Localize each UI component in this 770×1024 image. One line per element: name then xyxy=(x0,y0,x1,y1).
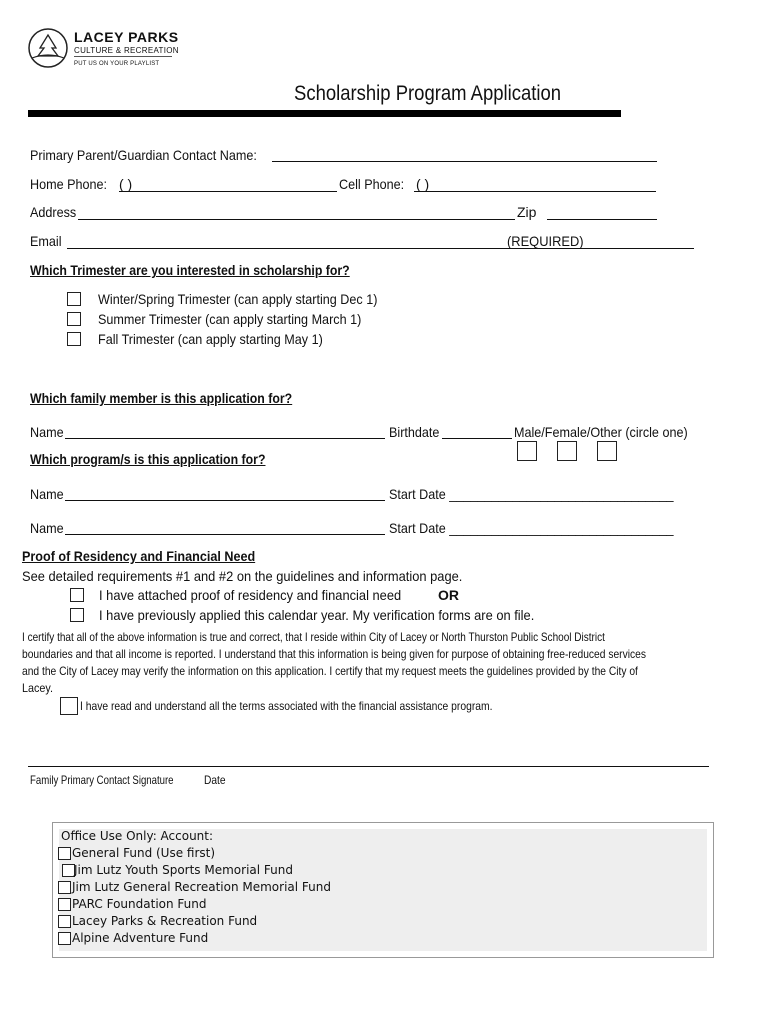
birthdate-field[interactable] xyxy=(442,438,512,439)
office-checkbox-alpine[interactable] xyxy=(58,932,71,945)
home-phone-label: Home Phone: xyxy=(30,176,108,192)
residency-or: OR xyxy=(438,587,459,603)
office-item-parc: PARC Foundation Fund xyxy=(72,897,207,911)
office-item-general-recreation: Jim Lutz General Recreation Memorial Fund xyxy=(72,880,331,894)
office-checkbox-parc[interactable] xyxy=(58,898,71,911)
logo-name: LACEY PARKS xyxy=(74,29,179,45)
office-item-lacey-parks: Lacey Parks & Recreation Fund xyxy=(72,914,258,928)
gender-label: Male/Female/Other (circle one) xyxy=(514,424,688,440)
zip-label: Zip xyxy=(517,204,537,220)
trimester-checkbox-fall[interactable] xyxy=(67,332,81,346)
residency-option-previous: I have previously applied this calendar year. My verification forms are on file. xyxy=(99,607,535,623)
logo-subtitle: CULTURE & RECREATION xyxy=(74,46,179,55)
trimester-heading: Which Trimester are you interested in scholarship for? xyxy=(30,262,350,278)
office-checkbox-general-recreation[interactable] xyxy=(58,881,71,894)
home-phone-field[interactable] xyxy=(119,191,337,192)
signature-line[interactable] xyxy=(28,766,709,767)
certify-line-3: and the City of Lacey may verify the information on this application. I certify that my request meets the guidelines provided by the City of xyxy=(22,664,638,678)
office-item-general: General Fund (Use first) xyxy=(72,846,216,860)
title-rule xyxy=(28,110,621,117)
signature-label: Family Primary Contact Signature xyxy=(30,773,174,787)
program1-name-field[interactable] xyxy=(65,500,385,501)
lacey-parks-logo-icon xyxy=(26,26,70,70)
email-field[interactable] xyxy=(67,248,694,249)
trimester-option-winter: Winter/Spring Trimester (can apply starting Dec 1) xyxy=(98,291,378,307)
primary-contact-field[interactable] xyxy=(272,161,657,162)
agree-text: I have read and understand all the terms associated with the financial assistance program. xyxy=(80,699,493,713)
email-label: Email xyxy=(30,233,62,249)
program2-start-date[interactable]: Start Date ________________________________ xyxy=(389,520,674,536)
program2-name-field[interactable] xyxy=(65,534,385,535)
residency-checkbox-previous[interactable] xyxy=(70,608,84,622)
program2-name-label: Name xyxy=(30,520,64,536)
trimester-option-summer: Summer Trimester (can apply starting March 1) xyxy=(98,311,362,327)
page-title: Scholarship Program Application xyxy=(294,82,562,105)
residency-checkbox-attached[interactable] xyxy=(70,588,84,602)
logo-tagline: PUT US ON YOUR PLAYLIST xyxy=(74,61,160,67)
family-name-field[interactable] xyxy=(65,438,385,439)
cell-phone-paren: ( ) xyxy=(416,176,430,192)
address-field[interactable] xyxy=(78,219,515,220)
certify-line-4: Lacey. xyxy=(22,681,54,695)
cell-phone-field[interactable] xyxy=(414,191,656,192)
trimester-option-fall: Fall Trimester (can apply starting May 1) xyxy=(98,331,323,347)
certify-line-1: I certify that all of the above information is true and correct, that I reside within City of Lacey or North Thurston Public School District xyxy=(22,630,605,644)
office-use-heading: Office Use Only: Account: xyxy=(61,829,214,843)
email-required-note: (REQUIRED) xyxy=(507,233,584,249)
primary-contact-label: Primary Parent/Guardian Contact Name: xyxy=(30,147,257,163)
birthdate-label: Birthdate xyxy=(389,424,440,440)
gender-box-male[interactable] xyxy=(517,441,537,461)
residency-option-attached: I have attached proof of residency and financial need xyxy=(99,587,402,603)
program1-name-label: Name xyxy=(30,486,64,502)
office-checkbox-general[interactable] xyxy=(58,847,71,860)
signature-date-label: Date xyxy=(204,773,226,787)
trimester-checkbox-winter[interactable] xyxy=(67,292,81,306)
residency-intro: See detailed requirements #1 and #2 on the guidelines and information page. xyxy=(22,568,463,584)
residency-heading: Proof of Residency and Financial Need xyxy=(22,548,256,564)
gender-box-female[interactable] xyxy=(557,441,577,461)
office-item-alpine: Alpine Adventure Fund xyxy=(72,931,209,945)
cell-phone-label: Cell Phone: xyxy=(339,176,405,192)
program1-start-date[interactable]: Start Date ________________________________ xyxy=(389,486,674,502)
logo xyxy=(26,26,186,76)
gender-box-other[interactable] xyxy=(597,441,617,461)
office-item-youth-sports: Jim Lutz Youth Sports Memorial Fund xyxy=(74,863,293,877)
programs-heading: Which program/s is this application for? xyxy=(30,451,266,467)
address-label: Address xyxy=(30,204,77,220)
zip-field[interactable] xyxy=(547,219,657,220)
office-checkbox-lacey-parks[interactable] xyxy=(58,915,71,928)
certify-line-2: boundaries and that all income is reported. I understand that this information is being given for purpose of obtaining free-reduced services xyxy=(22,647,646,661)
family-heading: Which family member is this application for? xyxy=(30,390,293,406)
family-name-label: Name xyxy=(30,424,64,440)
agree-checkbox[interactable] xyxy=(60,697,78,715)
trimester-checkbox-summer[interactable] xyxy=(67,312,81,326)
home-phone-paren: ( ) xyxy=(119,176,133,192)
